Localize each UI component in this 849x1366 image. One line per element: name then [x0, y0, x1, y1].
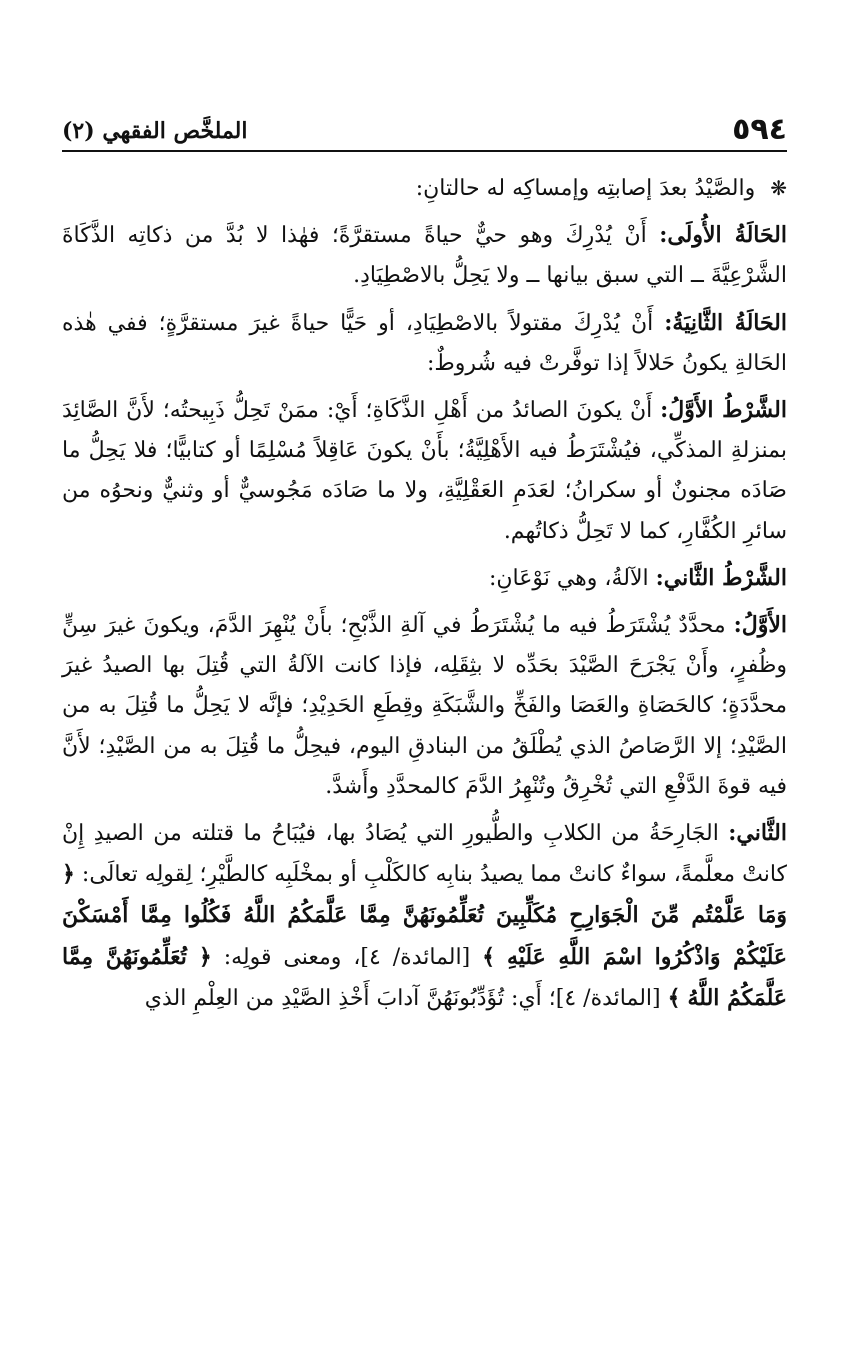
- quran-bracket-open: ﴿: [198, 943, 212, 970]
- quran-bracket-close: ﴾: [667, 984, 681, 1011]
- paragraph-hunting-states: [62, 168, 787, 209]
- header-rule: [62, 150, 787, 152]
- verse-reference: [المائدة/ ٤]؛ أَي: تُؤَدِّبُونَهُنَّ آدابَ أَخْذِ الصَّيْدِ من العِلْمِ الذي: [144, 985, 661, 1011]
- paragraph-text: أَنْ يُدْرِكَ مقتولاً بالاصْطِيَادِ، أو حَيًّا حياةً غيرَ مستقرَّةٍ؛ ففي هٰذه الحَالةِ يكونُ حَلالاً إذا توفَّرتْ فيه شُروطٌ:: [62, 310, 787, 376]
- quran-verse: تُعَلِّمُونَهُنَّ مِمَّا عَلَّمَكُمُ اللَّهُ: [62, 943, 787, 1011]
- paragraph-tool-first-type: [62, 605, 787, 807]
- paragraph-text: محدَّدٌ يُشْتَرَطُ فيه ما يُشْتَرَطُ في آلةِ الذَّبْحِ؛ بأَنْ يُنْهِرَ الدَّمَ، ويكونَ غيرَ سِنٍّ وظُفرٍ، وأَنْ يَجْرَحَ الصَّيْدَ بحَدِّه لا بثِقَلِه، فإذا كانت الآلةُ التي قُتِلَ بها الصيدُ غيرَ محدَّدَةٍ؛ كالحَصَاةِ والعَصَا والفَخِّ والشَّبَكَةِ وقِطَعِ الحَدِيْدِ؛ فإنَّه لا يَحِلُّ ما قُتِلَ به من الصَّيْدِ؛ إلا الرَّصَاصُ الذي يُطْلَقُ من البنادقِ اليوم، فيحِلُّ ما قُتِلَ به من الصَّيْدِ؛ لأَنَّ فيه قوةَ الدَّفْعِ التي تُخْرِقُ وتُنْهِرُ الدَّمَ كالمحدَّدِ وأَشدَّ.: [62, 613, 787, 799]
- paragraph-heading: الشَّرْطُ الثَّاني:: [655, 564, 787, 591]
- running-head: [62, 112, 787, 148]
- verse-reference: [المائدة/ ٤]، ومعنى قولِه:: [223, 944, 471, 970]
- paragraph-heading: الحَالَةُ الثَّانِيَةُ:: [664, 309, 788, 336]
- paragraph-first-state: [62, 215, 787, 296]
- page-number: ٥٩٤: [732, 112, 787, 147]
- paragraph-second-state: [62, 303, 787, 384]
- quran-bracket-close: ﴾: [482, 943, 496, 970]
- quran-bracket-open: ﴿: [62, 861, 75, 888]
- paragraph-tool-second-type: [62, 813, 787, 1019]
- paragraph-text: والصَّيْدُ بعدَ إصابتِه وإمساكِه له حالتانِ:: [415, 176, 756, 201]
- book-title: الملخَّص الفقهي (٢): [62, 118, 248, 144]
- paragraph-heading: الثَّاني:: [728, 820, 787, 847]
- paragraph-text: أَنْ يُدْرِكَ وهو حيٌّ حياةً مستقرَّةً؛ فهٰذا لا بُدَّ من ذكاتِه الذَّكَاةَ الشَّرْعِيَّةَ ــ التي سبق بيانها ــ ولا يَحِلُّ بالاصْطِيَادِ.: [62, 223, 787, 289]
- quran-verse: وَمَا عَلَّمْتُم مِّنَ الْجَوَارِحِ مُكَلِّبِينَ تُعَلِّمُونَهُنَّ مِمَّا عَلَّمَكُمُ اللَّهُ فَكُلُوا مِمَّا أَمْسَكْنَ عَلَيْكُمْ وَاذْكُرُوا اسْمَ اللَّهِ عَلَيْهِ: [62, 902, 787, 970]
- paragraph-condition-two: [62, 558, 787, 599]
- paragraph-heading: الأَوَّلُ:: [733, 612, 787, 639]
- paragraph-heading: الحَالَةُ الأُولَى:: [659, 222, 788, 249]
- paragraph-text: أَنْ يكونَ الصائدُ من أَهْلِ الذَّكَاةِ؛ أَيْ: ممَنْ تَحِلُّ ذَبِيحتُه؛ لأَنَّ الصَّائِدَ بمنزلةِ المذكِّي، فيُشْتَرَطُ فيه الأَهْلِيَّةُ؛ بأَنْ يكونَ عَاقِلاً مُسْلِمًا أو كتابيًّا؛ فلا يَحِلُّ ما صَادَه مجنونٌ أو سكرانُ؛ لعَدَمِ العَقْلِيَّةِ، ولا ما صَادَه مَجُوسيٌّ أو وثنيٌّ ونحوُه من سائرِ الكُفَّارِ، كما لا تَحِلُّ ذكاتُهم.: [62, 398, 787, 544]
- paragraph-heading: الشَّرْطُ الأَوَّلُ:: [660, 397, 787, 424]
- asterisk-bullet-icon: ❋: [770, 176, 787, 200]
- paragraph-condition-one: [62, 390, 787, 552]
- paragraph-text: الجَارِحَةُ من الكلابِ والطُّيورِ التي يُصَادُ بها، فيُبَاحُ ما قتلته من الصيدِ إِنْ كانتْ معلَّمةً، سواءٌ كانتْ مما يصيدُ بنابِه كالكَلْبِ أو بمخْلَبِه كالطَّيْرِ؛ لِقولِه تعالَى:: [62, 821, 787, 888]
- paragraph-text: الآلةُ، وهي نَوْعَانِ:: [488, 565, 649, 591]
- body-text: [62, 168, 787, 1025]
